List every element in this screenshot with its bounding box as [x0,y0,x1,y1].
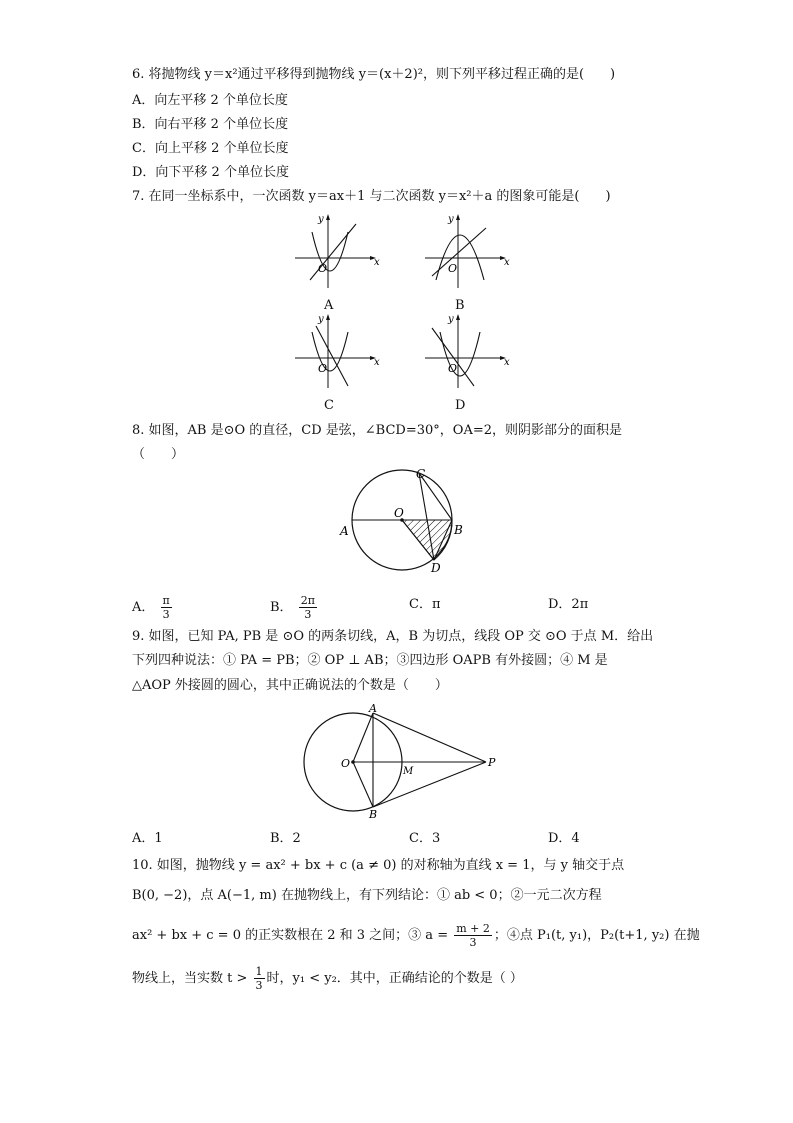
q8-stem-line2: （ ） [132,447,185,462]
q8-option-b-den: 3 [304,608,312,621]
q8-option-a-den: 3 [162,608,170,621]
q9-label-b: B [369,808,378,821]
q8-stem-line1: 8. 如图，AB 是⊙O 的直径，CD 是弦，∠BCD=30°，OA=2，则阴影部分的面积是 [132,423,622,438]
q6-option-a: A．向左平移 2 个单位长度 [132,93,288,108]
q8-figure [330,462,480,582]
q7-a-origin: O [318,262,328,275]
q10-line3 [132,922,700,949]
q7-label-a: A [324,298,334,313]
q7-d-origin: O [448,362,458,375]
q7-d-x-label: x [504,357,510,368]
q8-option-a [132,594,174,621]
q10-line4-pre: 物线上，当实数 t > [132,971,252,986]
q10-line3-post: ；④点 P₁(t, y₁)，P₂(t+1, y₂) 在抛 [493,928,700,943]
q10-line3-num: m + 2 [456,922,490,935]
q7-label-d: D [455,398,466,413]
q9-label-p: P [488,756,496,769]
q10-line4-num: 1 [255,965,263,978]
q7-graph-c [290,310,390,390]
q7-c-y-label: y [318,314,324,325]
q8-label-o: O [394,506,404,520]
q9-label-a: A [369,702,377,715]
q8-option-b-prefix: B． [270,600,293,615]
q7-stem: 7. 在同一坐标系中，一次函数 y＝ax＋1 与二次函数 y＝x²＋a 的图象可能是( ) [132,189,611,204]
q7-graph-b [420,210,520,290]
q8-option-d: D．2π [548,597,589,612]
q8-label-a: A [340,524,349,538]
q6-option-d: D．向下平移 2 个单位长度 [132,165,289,180]
q8-option-a-fraction [161,594,172,621]
q7-label-c: C [324,398,334,413]
q10-line4-den: 3 [255,979,263,992]
q8-option-a-num: π [162,594,170,607]
q9-stem-line2: 下列四种说法：① PA = PB；② OP ⊥ AB；③四边形 OAPB 有外接圆；④ M 是 [132,653,608,668]
q10-line4-post: 时，y₁ < y₂．其中，正确结论的个数是（ ） [266,971,523,986]
q7-b-origin: O [448,262,458,275]
q6-option-b: B．向右平移 2 个单位长度 [132,117,289,132]
q10-line4 [132,965,523,992]
q8-option-b [270,594,319,621]
q10-line1: 10. 如图，抛物线 y = ax² + bx + c (a ≠ 0) 的对称轴为直线 x = 1，与 y 轴交于点 [132,858,625,873]
q10-line2: B(0, −2)，点 A(−1, m) 在抛物线上，有下列结论：① ab < 0；②一元二次方程 [132,888,602,903]
q9-figure [300,700,510,824]
q9-option-c: C．3 [409,831,441,846]
q9-option-b: B．2 [270,831,301,846]
q7-graph-d [420,310,520,390]
q10-line4-fraction [254,965,265,992]
q7-c-origin: O [318,362,328,375]
q8-option-a-prefix: A． [132,600,155,615]
q10-line3-fraction [454,922,492,949]
q10-line3-den: 3 [469,936,477,949]
q7-label-b: B [455,298,465,313]
q8-option-b-num: 2π [300,594,315,607]
q9-stem-line1: 9. 如图，已知 PA, PB 是 ⊙O 的两条切线，A，B 为切点，线段 OP 交 ⊙O 于点 M．给出 [132,629,654,644]
q8-option-c: C．π [409,597,441,612]
q10-line3-pre: ax² + bx + c = 0 的正实数根在 2 和 3 之间；③ a = [132,928,453,943]
q6-option-c: C．向上平移 2 个单位长度 [132,141,289,156]
q7-b-y-label: y [448,214,454,225]
q9-label-o: O [341,757,351,770]
q7-a-y-label: y [318,214,324,225]
q7-graph-a [290,210,390,290]
q9-stem-line3: △AOP 外接圆的圆心，其中正确说法的个数是（ ） [132,678,448,693]
q8-label-d: D [431,561,441,575]
q9-label-m: M [403,766,414,777]
q6-stem: 6. 将抛物线 y＝x²通过平移得到抛物线 y＝(x＋2)²，则下列平移过程正确的是( ) [132,67,616,82]
q7-c-x-label: x [374,357,380,368]
q8-option-b-fraction [299,594,317,621]
q9-option-a: A．1 [132,831,163,846]
q9-option-d: D．4 [548,831,580,846]
q7-d-y-label: y [448,314,454,325]
q7-b-x-label: x [504,257,510,268]
q8-label-b: B [454,523,463,537]
q7-a-x-label: x [374,257,380,268]
q8-label-c: C [416,467,426,481]
